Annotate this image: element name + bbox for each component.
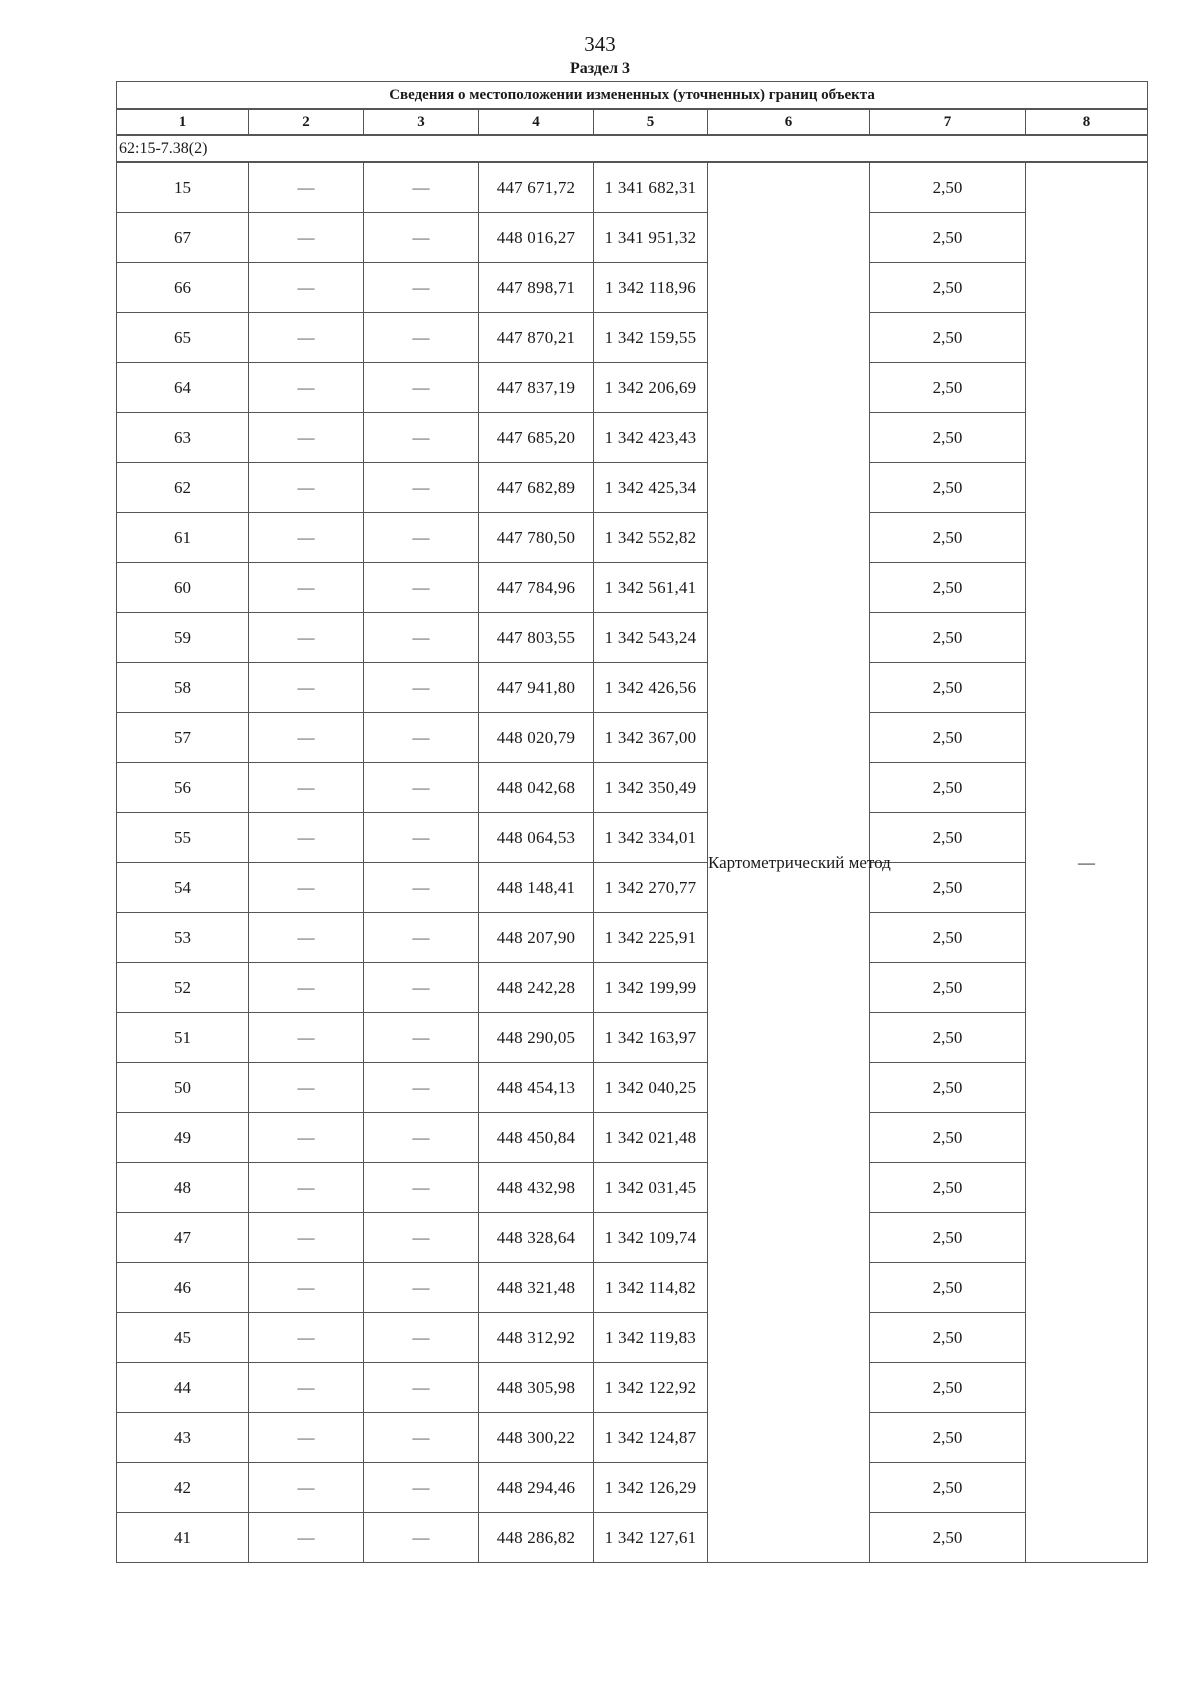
column-2-value: — — [249, 513, 364, 563]
y-coordinate: 1 342 119,83 — [594, 1313, 708, 1363]
y-coordinate: 1 342 040,25 — [594, 1063, 708, 1113]
table-row — [117, 763, 1148, 813]
column-number: 3 — [364, 109, 479, 135]
table-title: Сведения о местоположении измененных (уточненных) границ объекта — [117, 82, 1148, 110]
accuracy-value: 2,50 — [870, 1163, 1026, 1213]
table-row — [117, 1513, 1148, 1563]
page-number: 343 — [584, 32, 616, 56]
accuracy-value: 2,50 — [870, 1063, 1026, 1113]
y-coordinate: 1 342 118,96 — [594, 263, 708, 313]
accuracy-value: 2,50 — [870, 613, 1026, 663]
column-2-value: — — [249, 1063, 364, 1113]
column-3-value: — — [364, 963, 479, 1013]
column-2-value: — — [249, 863, 364, 913]
x-coordinate: 448 242,28 — [479, 963, 594, 1013]
column-2-value: — — [249, 1263, 364, 1313]
table-row — [117, 463, 1148, 513]
column-2-value: — — [249, 613, 364, 663]
y-coordinate: 1 342 552,82 — [594, 513, 708, 563]
group-label: 62:15-7.38(2) — [117, 135, 1148, 162]
point-number: 41 — [117, 1513, 249, 1563]
y-coordinate: 1 341 682,31 — [594, 162, 708, 213]
point-number: 42 — [117, 1463, 249, 1513]
point-number: 64 — [117, 363, 249, 413]
column-2-value: — — [249, 963, 364, 1013]
x-coordinate: 448 300,22 — [479, 1413, 594, 1463]
accuracy-value: 2,50 — [870, 162, 1026, 213]
point-number: 47 — [117, 1213, 249, 1263]
y-coordinate: 1 342 543,24 — [594, 613, 708, 663]
point-number: 43 — [117, 1413, 249, 1463]
accuracy-value: 2,50 — [870, 1313, 1026, 1363]
table-row — [117, 563, 1148, 613]
accuracy-value: 2,50 — [870, 863, 1026, 913]
x-coordinate: 447 780,50 — [479, 513, 594, 563]
column-3-value: — — [364, 213, 479, 263]
y-coordinate: 1 342 350,49 — [594, 763, 708, 813]
table-row — [117, 363, 1148, 413]
column-2-value: — — [249, 263, 364, 313]
table-row — [117, 162, 1148, 213]
column-number-row — [117, 109, 1148, 135]
table-row — [117, 313, 1148, 363]
table-row — [117, 1113, 1148, 1163]
y-coordinate: 1 342 334,01 — [594, 813, 708, 863]
accuracy-value: 2,50 — [870, 1513, 1026, 1563]
column-2-value: — — [249, 1363, 364, 1413]
y-coordinate: 1 342 109,74 — [594, 1213, 708, 1263]
accuracy-value: 2,50 — [870, 263, 1026, 313]
column-number: 8 — [1026, 109, 1148, 135]
column-3-value: — — [364, 613, 479, 663]
x-coordinate: 448 321,48 — [479, 1263, 594, 1313]
x-coordinate: 448 432,98 — [479, 1163, 594, 1213]
column-2-value: — — [249, 1163, 364, 1213]
accuracy-value: 2,50 — [870, 463, 1026, 513]
y-coordinate: 1 342 114,82 — [594, 1263, 708, 1313]
column-2-value: — — [249, 563, 364, 613]
table-row — [117, 713, 1148, 763]
accuracy-value: 2,50 — [870, 1463, 1026, 1513]
y-coordinate: 1 342 425,34 — [594, 463, 708, 513]
table-row — [117, 1463, 1148, 1513]
x-coordinate: 448 020,79 — [479, 713, 594, 763]
y-coordinate: 1 342 122,92 — [594, 1363, 708, 1413]
table-row — [117, 1213, 1148, 1263]
column-3-value: — — [364, 363, 479, 413]
point-number: 56 — [117, 763, 249, 813]
column-number: 2 — [249, 109, 364, 135]
column-3-value: — — [364, 1513, 479, 1563]
accuracy-value: 2,50 — [870, 1413, 1026, 1463]
y-coordinate: 1 342 367,00 — [594, 713, 708, 763]
y-coordinate: 1 342 206,69 — [594, 363, 708, 413]
x-coordinate: 447 682,89 — [479, 463, 594, 513]
table-row — [117, 1263, 1148, 1313]
column-2-value: — — [249, 663, 364, 713]
y-coordinate: 1 342 031,45 — [594, 1163, 708, 1213]
column-3-value: — — [364, 413, 479, 463]
accuracy-value: 2,50 — [870, 513, 1026, 563]
y-coordinate: 1 342 127,61 — [594, 1513, 708, 1563]
x-coordinate: 448 286,82 — [479, 1513, 594, 1563]
table-row — [117, 1413, 1148, 1463]
accuracy-value: 2,50 — [870, 813, 1026, 863]
y-coordinate: 1 342 124,87 — [594, 1413, 708, 1463]
point-number: 54 — [117, 863, 249, 913]
column-3-value: — — [364, 913, 479, 963]
column-3-value: — — [364, 162, 479, 213]
x-coordinate: 447 685,20 — [479, 413, 594, 463]
column-3-value: — — [364, 1163, 479, 1213]
accuracy-value: 2,50 — [870, 713, 1026, 763]
x-coordinate: 447 870,21 — [479, 313, 594, 363]
section-title: Раздел 3 — [569, 60, 631, 77]
point-number: 66 — [117, 263, 249, 313]
column-2-value: — — [249, 913, 364, 963]
column-3-value: — — [364, 263, 479, 313]
column-2-value: — — [249, 1463, 364, 1513]
column-3-value: — — [364, 513, 479, 563]
x-coordinate: 448 042,68 — [479, 763, 594, 813]
table-row — [117, 813, 1148, 863]
y-coordinate: 1 342 270,77 — [594, 863, 708, 913]
column-2-value: — — [249, 363, 364, 413]
accuracy-value: 2,50 — [870, 663, 1026, 713]
column-2-value: — — [249, 1313, 364, 1363]
y-coordinate: 1 342 423,43 — [594, 413, 708, 463]
table-row — [117, 513, 1148, 563]
accuracy-value: 2,50 — [870, 963, 1026, 1013]
column-3-value: — — [364, 563, 479, 613]
y-coordinate: 1 341 951,32 — [594, 213, 708, 263]
point-number: 58 — [117, 663, 249, 713]
table-row — [117, 1063, 1148, 1113]
x-coordinate: 448 450,84 — [479, 1113, 594, 1163]
accuracy-value: 2,50 — [870, 1113, 1026, 1163]
column-2-value: — — [249, 1513, 364, 1563]
column-3-value: — — [364, 463, 479, 513]
column-3-value: — — [364, 1063, 479, 1113]
point-number: 63 — [117, 413, 249, 463]
column-3-value: — — [364, 1313, 479, 1363]
table-row — [117, 913, 1148, 963]
column-3-value: — — [364, 813, 479, 863]
x-coordinate: 447 941,80 — [479, 663, 594, 713]
point-number: 62 — [117, 463, 249, 513]
point-number: 49 — [117, 1113, 249, 1163]
x-coordinate: 448 305,98 — [479, 1363, 594, 1413]
column-3-value: — — [364, 1263, 479, 1313]
y-coordinate: 1 342 225,91 — [594, 913, 708, 963]
table-title-row — [117, 82, 1148, 110]
point-number: 45 — [117, 1313, 249, 1363]
table-row — [117, 1313, 1148, 1363]
point-number: 51 — [117, 1013, 249, 1063]
accuracy-value: 2,50 — [870, 1013, 1026, 1063]
column-3-value: — — [364, 1213, 479, 1263]
table-row — [117, 1013, 1148, 1063]
column-2-value: — — [249, 1013, 364, 1063]
x-coordinate: 447 784,96 — [479, 563, 594, 613]
point-number: 15 — [117, 162, 249, 213]
column-2-value: — — [249, 213, 364, 263]
column-3-value: — — [364, 313, 479, 363]
column-number: 5 — [594, 109, 708, 135]
x-coordinate: 448 328,64 — [479, 1213, 594, 1263]
x-coordinate: 448 312,92 — [479, 1313, 594, 1363]
boundary-coordinates-table — [116, 81, 1148, 1563]
column-2-value: — — [249, 162, 364, 213]
table-row — [117, 263, 1148, 313]
point-number: 59 — [117, 613, 249, 663]
column-2-value: — — [249, 413, 364, 463]
y-coordinate: 1 342 199,99 — [594, 963, 708, 1013]
y-coordinate: 1 342 426,56 — [594, 663, 708, 713]
point-number: 55 — [117, 813, 249, 863]
column-2-value: — — [249, 1213, 364, 1263]
column-number: 7 — [870, 109, 1026, 135]
table-row — [117, 213, 1148, 263]
x-coordinate: 448 064,53 — [479, 813, 594, 863]
column-3-value: — — [364, 1363, 479, 1413]
accuracy-value: 2,50 — [870, 763, 1026, 813]
y-coordinate: 1 342 126,29 — [594, 1463, 708, 1513]
accuracy-value: 2,50 — [870, 313, 1026, 363]
x-coordinate: 447 837,19 — [479, 363, 594, 413]
x-coordinate: 448 290,05 — [479, 1013, 594, 1063]
point-number: 52 — [117, 963, 249, 1013]
column-3-value: — — [364, 1113, 479, 1163]
column-2-value: — — [249, 463, 364, 513]
table-row — [117, 663, 1148, 713]
table-row — [117, 863, 1148, 913]
point-number: 67 — [117, 213, 249, 263]
x-coordinate: 448 454,13 — [479, 1063, 594, 1113]
column-3-value: — — [364, 1463, 479, 1513]
x-coordinate: 448 016,27 — [479, 213, 594, 263]
point-number: 53 — [117, 913, 249, 963]
point-number: 44 — [117, 1363, 249, 1413]
x-coordinate: 448 207,90 — [479, 913, 594, 963]
y-coordinate: 1 342 159,55 — [594, 313, 708, 363]
table-row — [117, 413, 1148, 463]
column-number: 4 — [479, 109, 594, 135]
column-2-value: — — [249, 313, 364, 363]
column-2-value: — — [249, 1113, 364, 1163]
table-row — [117, 613, 1148, 663]
accuracy-value: 2,50 — [870, 1363, 1026, 1413]
y-coordinate: 1 342 163,97 — [594, 1013, 708, 1063]
point-number: 57 — [117, 713, 249, 763]
x-coordinate: 447 803,55 — [479, 613, 594, 663]
y-coordinate: 1 342 561,41 — [594, 563, 708, 613]
method-cell: Картометрический метод — [708, 162, 870, 1563]
column-2-value: — — [249, 713, 364, 763]
accuracy-value: 2,50 — [870, 1213, 1026, 1263]
column-3-value: — — [364, 1413, 479, 1463]
point-number: 46 — [117, 1263, 249, 1313]
accuracy-value: 2,50 — [870, 1263, 1026, 1313]
column-number: 1 — [117, 109, 249, 135]
x-coordinate: 447 898,71 — [479, 263, 594, 313]
table-row — [117, 963, 1148, 1013]
x-coordinate: 448 294,46 — [479, 1463, 594, 1513]
y-coordinate: 1 342 021,48 — [594, 1113, 708, 1163]
column-3-value: — — [364, 663, 479, 713]
column-2-value: — — [249, 1413, 364, 1463]
column-number: 6 — [708, 109, 870, 135]
table-row — [117, 1363, 1148, 1413]
x-coordinate: 448 148,41 — [479, 863, 594, 913]
column-3-value: — — [364, 763, 479, 813]
table-row — [117, 1163, 1148, 1213]
x-coordinate: 447 671,72 — [479, 162, 594, 213]
point-number: 50 — [117, 1063, 249, 1113]
accuracy-value: 2,50 — [870, 563, 1026, 613]
accuracy-value: 2,50 — [870, 363, 1026, 413]
column-3-value: — — [364, 713, 479, 763]
column-2-value: — — [249, 813, 364, 863]
point-number: 48 — [117, 1163, 249, 1213]
group-row — [117, 135, 1148, 162]
column-2-value: — — [249, 763, 364, 813]
column-8-value: — — [1026, 162, 1148, 1563]
point-number: 60 — [117, 563, 249, 613]
column-3-value: — — [364, 1013, 479, 1063]
accuracy-value: 2,50 — [870, 413, 1026, 463]
column-3-value: — — [364, 863, 479, 913]
point-number: 61 — [117, 513, 249, 563]
point-number: 65 — [117, 313, 249, 363]
accuracy-value: 2,50 — [870, 913, 1026, 963]
accuracy-value: 2,50 — [870, 213, 1026, 263]
